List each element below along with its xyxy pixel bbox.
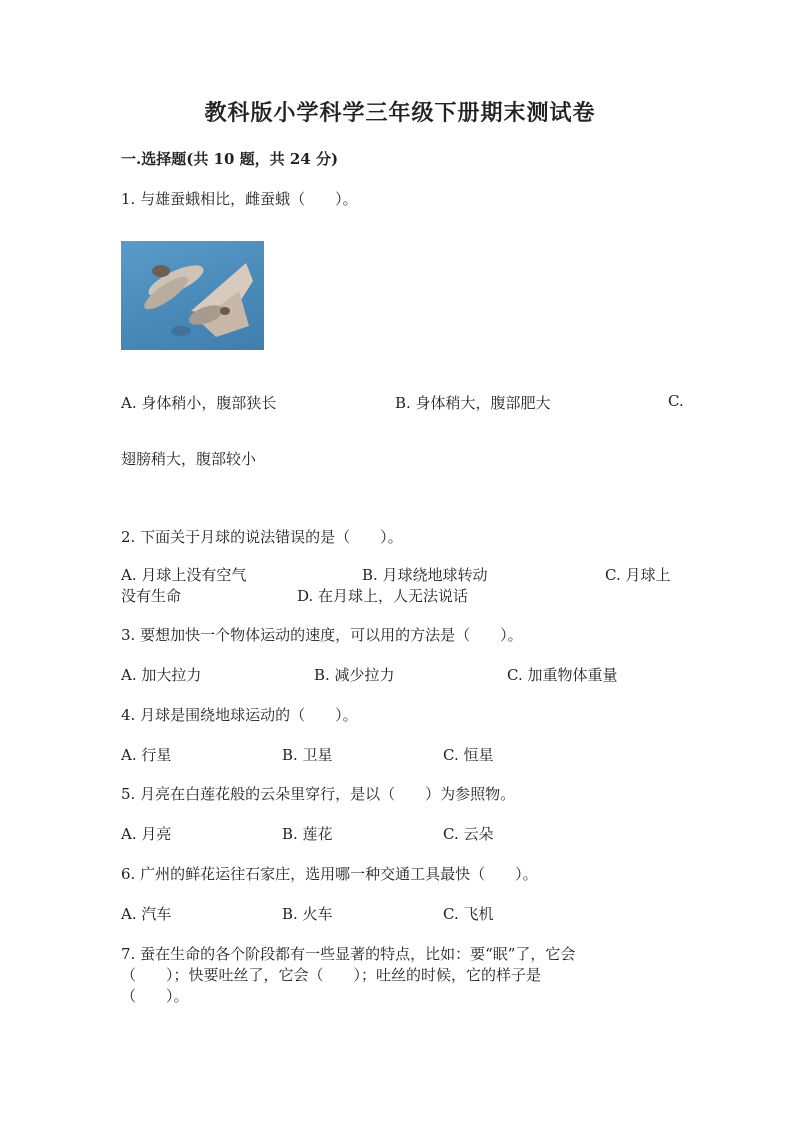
- q6-option-c: C. 飞机: [443, 905, 494, 923]
- page-title: 教科版小学科学三年级下册期末测试卷: [204, 100, 596, 126]
- question-7-line-3: （ ）。: [121, 987, 189, 1005]
- q3-option-c: C. 加重物体重量: [507, 666, 618, 684]
- question-3-stem: 3. 要想加快一个物体运动的速度，可以用的方法是（ ）。: [121, 626, 523, 644]
- question-7-line-1: 7. 蚕在生命的各个阶段都有一些显著的特点，比如：要“眠”了，它会: [121, 945, 576, 963]
- q1-option-a: A. 身体稍小，腹部狭长: [121, 394, 277, 412]
- q2-option-c-start: C. 月球上: [605, 566, 671, 584]
- q4-option-c: C. 恒星: [443, 746, 494, 764]
- silkworm-moth-photo: [121, 241, 264, 350]
- q2-option-c-end: 没有生命: [121, 587, 182, 605]
- q6-option-a: A. 汽车: [121, 905, 172, 923]
- q1-option-b: B. 身体稍大，腹部肥大: [395, 394, 551, 412]
- q5-option-c: C. 云朵: [443, 825, 494, 843]
- question-5-stem: 5. 月亮在白莲花般的云朵里穿行，是以（ ）为参照物。: [121, 785, 516, 803]
- question-1-stem: 1. 与雄蚕蛾相比，雌蚕蛾（ ）。: [121, 190, 358, 208]
- q2-option-b: B. 月球绕地球转动: [362, 566, 488, 584]
- q1-option-c-label: C.: [668, 392, 684, 410]
- question-6-stem: 6. 广州的鲜花运往石家庄，选用哪一种交通工具最快（ ）。: [121, 865, 538, 883]
- q5-option-a: A. 月亮: [121, 825, 172, 843]
- section-heading: 一.选择题(共 10 题，共 24 分): [121, 150, 339, 168]
- q2-option-a: A. 月球上没有空气: [121, 566, 247, 584]
- question-7-line-2: （ ）；快要吐丝了，它会（ ）；吐丝的时候，它的样子是: [121, 966, 542, 984]
- q3-option-b: B. 减少拉力: [314, 666, 395, 684]
- q2-option-d: D. 在月球上，人无法说话: [297, 587, 469, 605]
- q5-option-b: B. 莲花: [282, 825, 333, 843]
- q1-option-c-text: 翅膀稍大，腹部较小: [121, 450, 257, 468]
- q3-option-a: A. 加大拉力: [121, 666, 202, 684]
- q4-option-b: B. 卫星: [282, 746, 333, 764]
- q6-option-b: B. 火车: [282, 905, 333, 923]
- q4-option-a: A. 行星: [121, 746, 172, 764]
- question-2-stem: 2. 下面关于月球的说法错误的是（ ）。: [121, 528, 403, 546]
- silkworm-moth-image: [121, 241, 264, 350]
- question-4-stem: 4. 月球是围绕地球运动的（ ）。: [121, 706, 358, 724]
